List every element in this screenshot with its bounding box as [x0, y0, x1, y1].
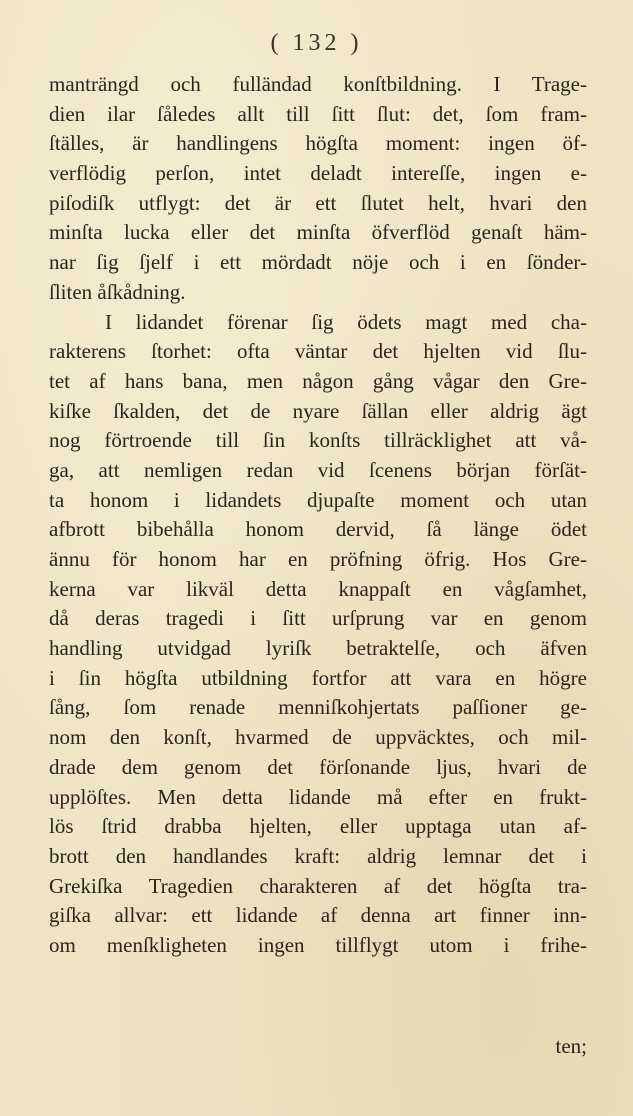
text-line: piſodiſk utflygt: det är ett ſlutet helt, hvari den	[49, 190, 587, 215]
text-line: upplöſtes. Men detta lidande må efter en frukt-	[49, 784, 587, 809]
text-line: minſta lucka eller det minſta öfverflöd genaſt häm-	[49, 220, 587, 245]
text-line: nar ſig ſjelf i ett mördadt nöje och i en ſönder-	[49, 250, 587, 275]
text-line: rakterens ſtorhet: ofta väntar det hjelten vid ſlu-	[49, 339, 587, 364]
text-line: ga, att nemligen redan vid ſcenens början förſät-	[49, 457, 587, 482]
text-line: i ſin högſta utbildning fortfor att vara en högre	[49, 665, 587, 690]
text-line: då deras tragedi i ſitt urſprung var en genom	[49, 606, 587, 631]
text-line: brott den handlandes kraft: aldrig lemnar det i	[49, 843, 587, 868]
text-line: ännu för honom har en pröfning öfrig. Hos Gre-	[49, 547, 587, 571]
body-text	[49, 70, 587, 961]
text-line: ſtälles, är handlingens högſta moment: ingen öf-	[49, 131, 587, 156]
text-line: ſång, ſom renade menniſkohjertats paſſioner ge-	[49, 695, 587, 720]
text-line: kerna var likväl detta knappaſt en vågſamhet,	[49, 576, 587, 601]
page-number: ( 132 )	[270, 30, 363, 56]
text-line: lös ſtrid drabba hjelten, eller upptaga utan af-	[49, 814, 587, 839]
text-line: verflödig perſon, intet deladt intereſſe, ingen e-	[49, 161, 587, 186]
text-line: giſka allvar: ett lidande af denna art finner inn-	[49, 903, 587, 928]
text-line: dien ilar ſåledes allt till ſitt ſlut: det, ſom fram-	[49, 101, 587, 126]
text-line: manträngd och fulländad konſtbildning. I Trage-	[49, 72, 587, 96]
text-line: nog förtroende till ſin konſts tillräcklighet att vå-	[49, 428, 587, 453]
text-line: om menſkligheten ingen tillflygt utom i frihe-	[49, 932, 587, 957]
text-line: ta honom i lidandets djupaſte moment och utan	[49, 487, 587, 512]
text-line: tet af hans bana, men någon gång vågar den Gre-	[49, 368, 587, 393]
text-line: Grekiſka Tragedien charakteren af det högſta tra-	[49, 873, 587, 898]
text-line: afbrott bibehålla honom dervid, ſå länge ödet	[49, 517, 587, 542]
catchword: ten;	[555, 1034, 587, 1058]
text-line: kiſke ſkalden, det de nyare ſällan eller aldrig ägt	[49, 398, 587, 423]
paragraph-start-line: I lidandet förenar ſig ödets magt med cha-	[105, 309, 587, 334]
text-line: nom den konſt, hvarmed de uppväcktes, och mil-	[49, 725, 587, 750]
text-line: ſliten åſkådning.	[49, 279, 186, 304]
text-line: handling utvidgad lyriſk betraktelſe, och äfven	[49, 636, 587, 661]
text-line: drade dem genom det förſonande ljus, hvari de	[49, 754, 587, 779]
